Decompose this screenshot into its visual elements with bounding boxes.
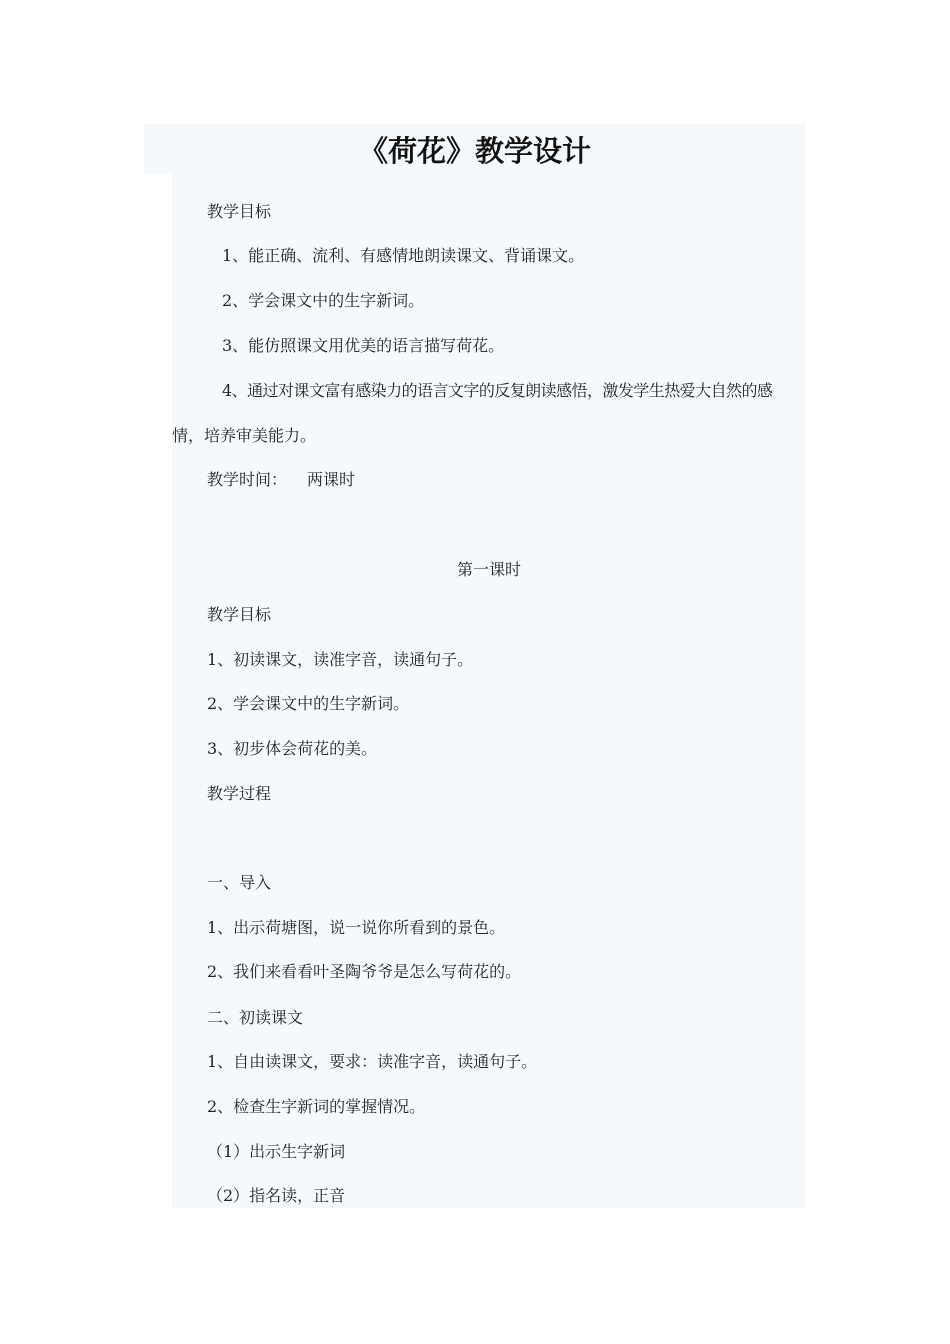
goal-item-3: 3、能仿照课文用优美的语言描写荷花。 bbox=[222, 336, 505, 355]
teaching-time-label: 教学时间： bbox=[207, 470, 288, 489]
goal-item-2: 2、学会课文中的生字新词。 bbox=[222, 291, 425, 310]
reading-step-1: 1、自由读课文，要求：读准字音，读通句子。 bbox=[207, 1052, 538, 1071]
lesson-goal-1: 1、初读课文，读准字音，读通句子。 bbox=[207, 650, 474, 669]
teaching-process-heading: 教学过程 bbox=[207, 784, 272, 803]
intro-step-1: 1、出示荷塘图，说一说你所看到的景色。 bbox=[207, 918, 506, 937]
goal-item-4: 4、通过对课文富有感染力的语言文字的反复朗读感悟，激发学生热爱大自然的感 bbox=[222, 381, 773, 400]
reading-substep-1: （1）出示生字新词 bbox=[207, 1142, 346, 1161]
reading-step-2: 2、检查生字新词的掌握情况。 bbox=[207, 1097, 426, 1116]
lesson-one-heading: 第一课时 bbox=[456, 560, 521, 579]
document-title: 《荷花》教学设计 bbox=[358, 134, 591, 168]
goal-item-1: 1、能正确、流利、有感情地朗读课文、背诵课文。 bbox=[222, 246, 585, 265]
lesson-goals-heading: 教学目标 bbox=[207, 605, 272, 624]
lesson-goal-2: 2、学会课文中的生字新词。 bbox=[207, 694, 410, 713]
goal-item-4-continued: 情，培养审美能力。 bbox=[172, 426, 317, 445]
intro-step-2: 2、我们来看看叶圣陶爷爷是怎么写荷花的。 bbox=[207, 962, 522, 981]
section-first-reading-heading: 二、初读课文 bbox=[207, 1008, 304, 1027]
section-intro-heading: 一、导入 bbox=[207, 873, 272, 892]
lesson-goal-3: 3、初步体会荷花的美。 bbox=[207, 739, 378, 758]
section-heading-goals: 教学目标 bbox=[207, 202, 272, 221]
reading-substep-2: （2）指名读，正音 bbox=[207, 1186, 346, 1205]
teaching-time-value: 两课时 bbox=[307, 470, 356, 489]
